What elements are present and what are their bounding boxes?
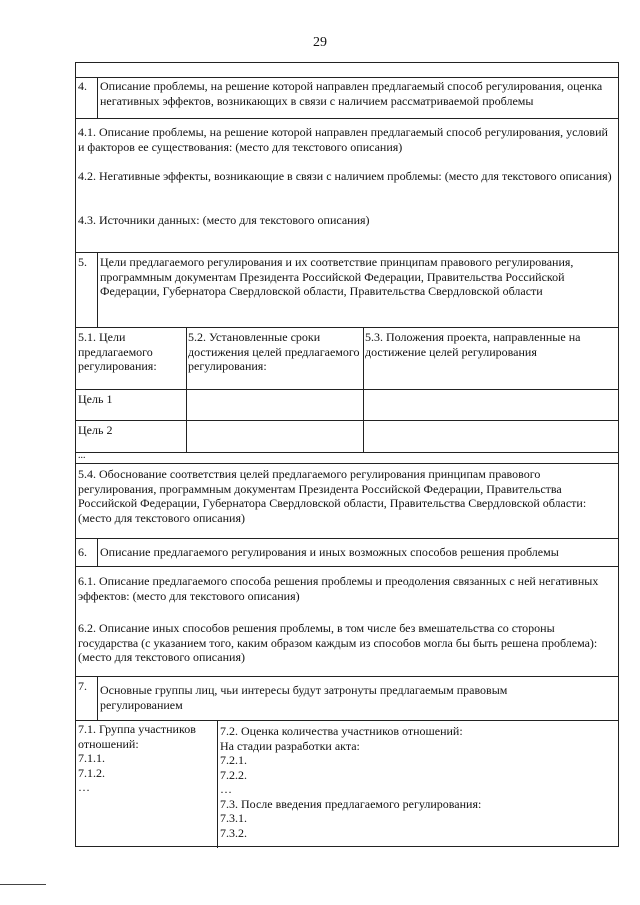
row-divider (76, 566, 618, 567)
row-divider (76, 327, 618, 328)
list-item: 7.3.2. (220, 825, 247, 840)
paragraph: 4.3. Источники данных: (место для текстового описания) (78, 213, 370, 227)
num-col-divider (97, 252, 98, 327)
participant-group-cell (78, 722, 214, 795)
num-col-divider (97, 538, 98, 566)
num-col-divider (97, 77, 98, 118)
column-header: 5.3. Положения проекта, направленные на достижение целей регулирования (365, 330, 581, 359)
row-divider (76, 420, 618, 421)
cell-header: 7.1. Группа участников отношений: (78, 722, 196, 751)
goal-label: Цель 2 (78, 423, 113, 437)
row-divider (76, 538, 618, 539)
list-item: 7.3.1. (220, 811, 247, 825)
participant-count-cell (220, 724, 616, 840)
row-divider (76, 389, 618, 390)
section-title: Описание проблемы, на решение которой направлен предлагаемый способ регулирования, оценка негативных эффектов, возникающих в связи с наличием рассматриваемой проблемы (100, 79, 603, 108)
footnote-rule (0, 884, 46, 885)
paragraph: 5.4. Обоснование соответствия целей предлагаемого регулирования принципам правового регулирования, программным документам Президента Российской Федерации, Правительства Российской Федерации, Губернатора Свердловской области, Правительства Свердловской области: (место для текстового описания) (78, 467, 587, 525)
paragraph: 4.2. Негативные эффекты, возникающие в связи с наличием проблемы: (место для текстового описания) (78, 169, 612, 183)
section-number: 4. (78, 79, 87, 93)
column-header: 5.2. Установленные сроки достижения целей предлагаемого регулирования: (188, 330, 360, 373)
row-divider (76, 77, 618, 78)
row-divider (76, 118, 618, 119)
col-divider (186, 327, 187, 452)
ellipsis: ... (78, 450, 86, 461)
paragraph: 4.1. Описание проблемы, на решение которой направлен предлагаемый способ регулирования, условий и факторов ее существования: (место для текстового описания) (78, 125, 608, 154)
section-number: 7. (78, 679, 87, 693)
cell-subheader: На стадии разработки акта: (220, 738, 360, 753)
list-item: … (220, 782, 232, 796)
row-divider (76, 452, 618, 453)
col-divider (217, 720, 218, 848)
goal-label: Цель 1 (78, 392, 113, 406)
col-divider (363, 327, 364, 452)
list-item: 7.2.1. (220, 753, 247, 767)
page-number: 29 (313, 35, 327, 50)
row-divider (76, 720, 618, 721)
list-item: 7.2.2. (220, 767, 247, 782)
section-title: Описание предлагаемого регулирования и иных возможных способов решения проблемы (100, 545, 559, 559)
row-divider (76, 463, 618, 464)
ria-form-table (75, 62, 619, 847)
row-divider (76, 252, 618, 253)
section-number: 5. (78, 255, 87, 269)
list-item: 7.1.1. (78, 751, 105, 765)
cell-header: 7.2. Оценка количества участников отношений: (220, 724, 463, 738)
paragraph: 6.2. Описание иных способов решения проблемы, в том числе без вмешательства со стороны государства (с указанием того, каким образом каждым из способов могла бы быть решена проблема): (место для текстового описания) (78, 621, 598, 664)
cell-header: 7.3. После введения предлагаемого регулирования: (220, 796, 482, 811)
list-item: … (78, 780, 90, 794)
section-title: Основные группы лиц, чьи интересы будут затронуты предлагаемым правовым регулированием (100, 683, 508, 712)
row-divider (76, 676, 618, 677)
list-item: 7.1.2. (78, 765, 105, 780)
paragraph: 6.1. Описание предлагаемого способа решения проблемы и преодоления связанных с ней негативных эффектов: (место для текстового описания) (78, 574, 599, 603)
section-title: Цели предлагаемого регулирования и их соответствие принципам правового регулирования, программным документам Президента Российской Федерации, Правительства Российской Федерации, Губернатора Свердловской области, Правительства Свердловской области (100, 255, 574, 298)
section-number: 6. (78, 545, 87, 559)
column-header: 5.1. Цели предлагаемого регулирования: (78, 330, 157, 373)
num-col-divider (97, 676, 98, 720)
